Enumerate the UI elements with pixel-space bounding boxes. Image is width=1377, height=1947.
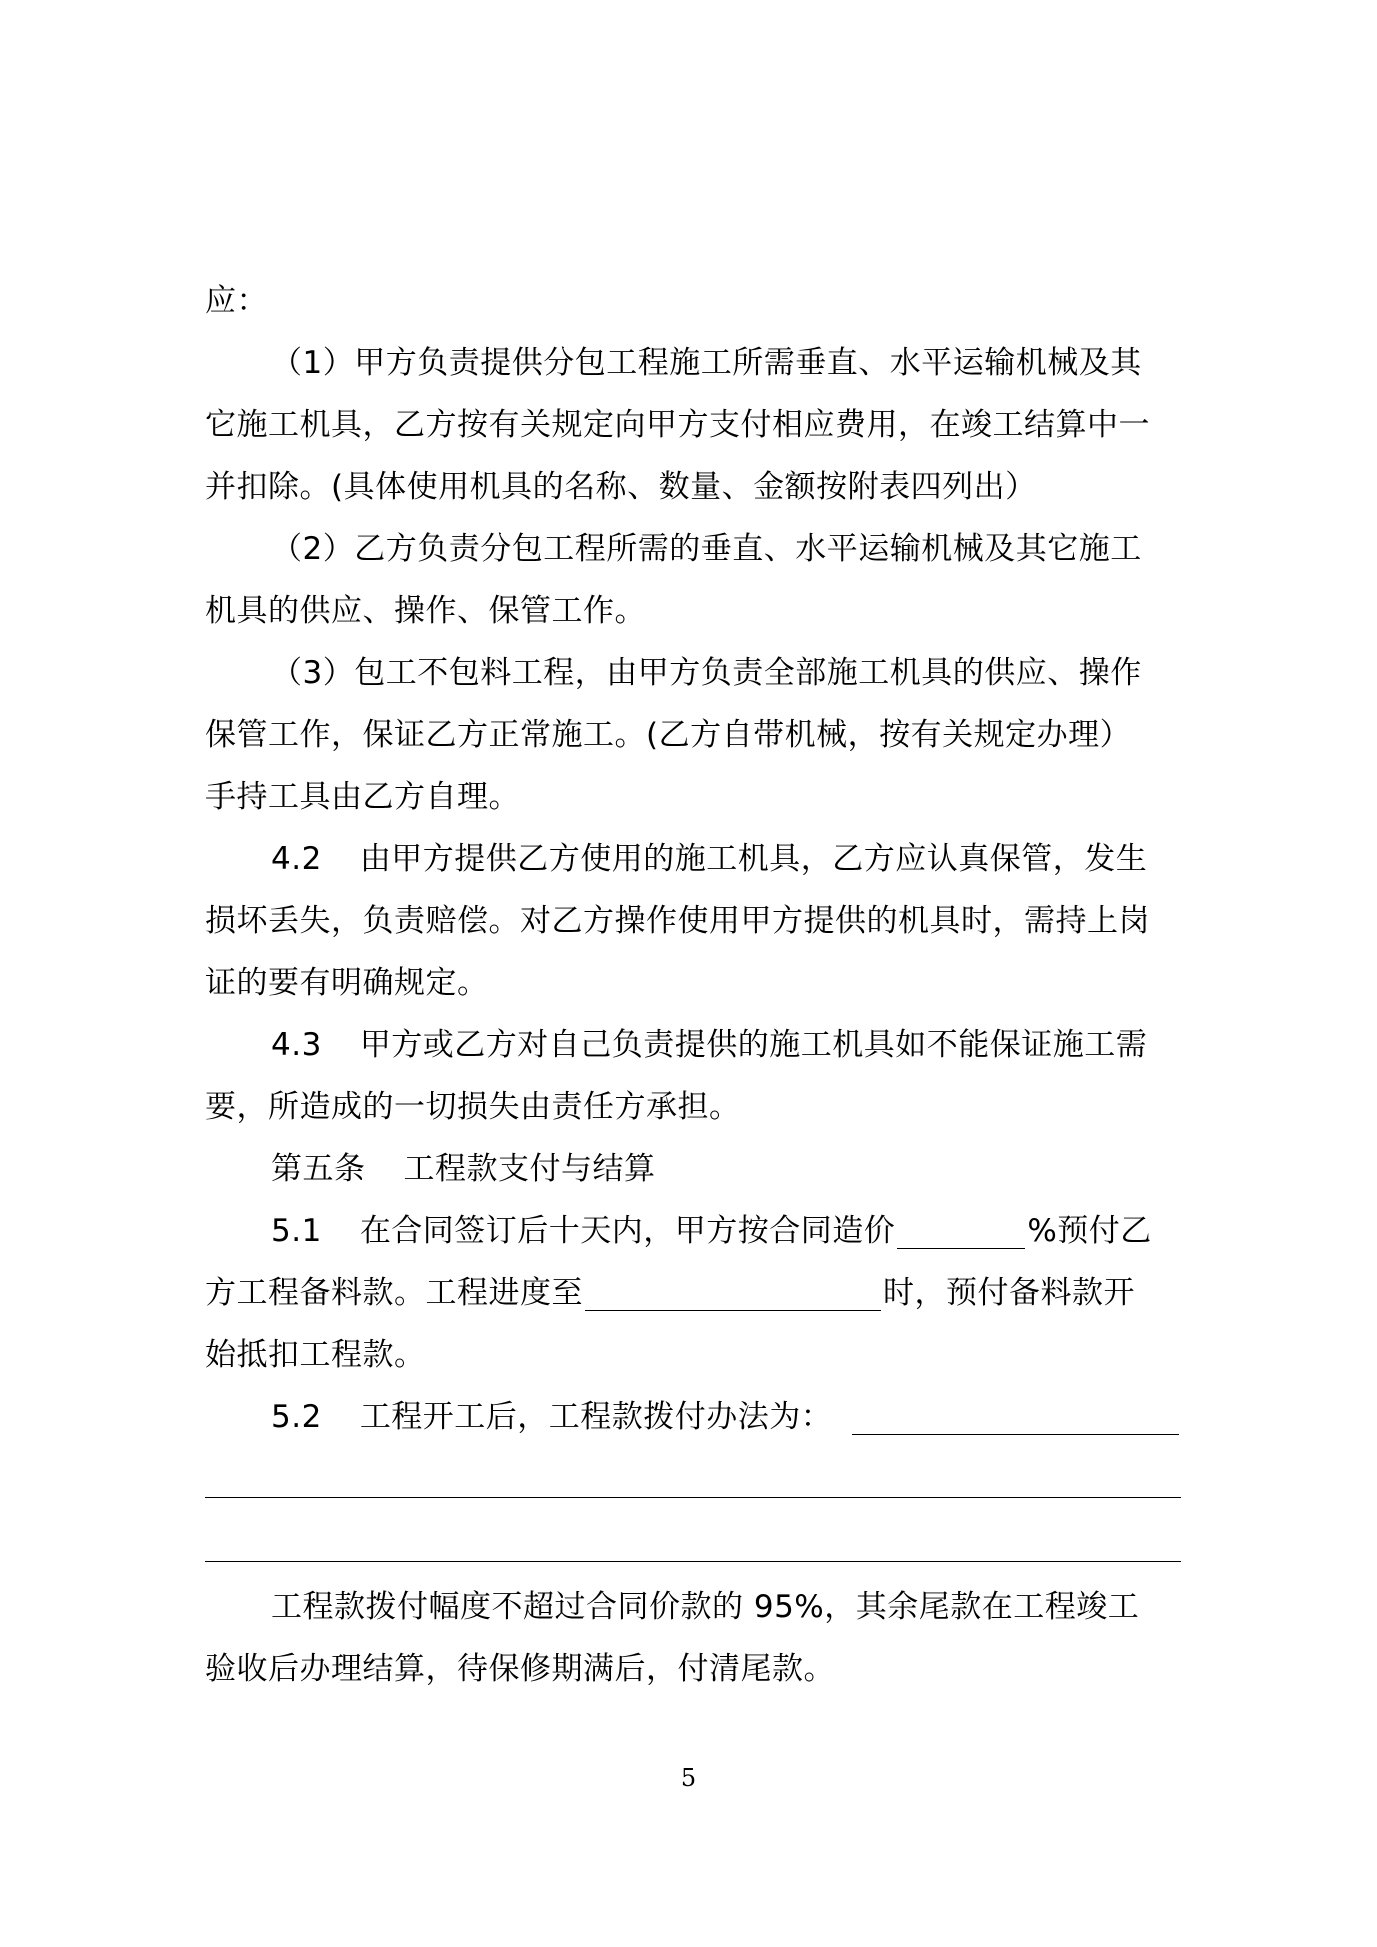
article-5-heading: [205, 1138, 1181, 1200]
fill-in-line: [205, 1448, 1181, 1512]
text-line: 损坏丢失，负责赔偿。对乙方操作使用甲方提供的机具时，需持上岗: [205, 903, 1150, 939]
clause-number: 5.2: [271, 1399, 322, 1435]
clause-number: 4.2: [271, 841, 322, 877]
text-line: 机具的供应、操作、保管工作。: [205, 593, 646, 629]
article-label: 第五条: [271, 1151, 366, 1187]
text-line: （2）乙方负责分包工程所需的垂直、水平运输机械及其它施工: [271, 531, 1142, 567]
clause-5-2: [205, 1386, 1181, 1448]
paragraph-item-3: [205, 642, 1181, 704]
text-line: %预付乙: [1027, 1213, 1152, 1249]
percent-blank: [897, 1214, 1025, 1249]
text-line: （1）甲方负责提供分包工程施工所需垂直、水平运输机械及其: [271, 345, 1142, 381]
clause-5-1: [205, 1200, 1181, 1262]
text-line: 应：: [205, 283, 268, 319]
text-line: 保管工作，保证乙方正常施工。(乙方自带机械，按有关规定办理）: [205, 717, 1132, 753]
text-line: 甲方或乙方对自己负责提供的施工机具如不能保证施工需: [359, 1027, 1148, 1063]
text-line: 始抵扣工程款。: [205, 1337, 426, 1373]
text-line: 它施工机具，乙方按有关规定向甲方支付相应费用，在竣工结算中一: [205, 407, 1150, 443]
article-title: 工程款支付与结算: [403, 1151, 656, 1187]
text-line: （3）包工不包料工程，由甲方负责全部施工机具的供应、操作: [271, 655, 1142, 691]
text-line: 由甲方提供乙方使用的施工机具，乙方应认真保管，发生: [359, 841, 1148, 877]
text-line: 验收后办理结算，待保修期满后，付清尾款。: [205, 1651, 835, 1687]
text-line: 证的要有明确规定。: [205, 965, 489, 1001]
text-line: 在合同签订后十天内，甲方按合同造价: [359, 1213, 896, 1249]
payment-terms: [205, 1576, 1181, 1638]
page-number: 5: [680, 1764, 697, 1792]
text-line: 并扣除。(具体使用机具的名称、数量、金额按附表四列出）: [205, 469, 1037, 505]
document-body: [205, 270, 1181, 1700]
clause-number: 5.1: [271, 1213, 322, 1249]
clause-4-2: [205, 828, 1181, 890]
text-line: 工程款拨付幅度不超过合同价款的 95%，其余尾款在工程竣工: [271, 1589, 1140, 1625]
progress-blank: [585, 1276, 881, 1311]
paragraph-item-1: [205, 332, 1181, 394]
text-line: 方工程备料款。工程进度至 时，预付备料款开: [205, 1275, 1135, 1311]
fill-in-line: [205, 1512, 1181, 1576]
text-line: 工程开工后，工程款拨付办法为：: [359, 1399, 833, 1435]
text-line: 手持工具由乙方自理。: [205, 779, 520, 815]
paragraph-item-2: [205, 518, 1181, 580]
text-line: 要，所造成的一切损失由责任方承担。: [205, 1089, 741, 1125]
payment-method-blank: [852, 1400, 1179, 1435]
clause-4-3: [205, 1014, 1181, 1076]
clause-number: 4.3: [271, 1027, 322, 1063]
